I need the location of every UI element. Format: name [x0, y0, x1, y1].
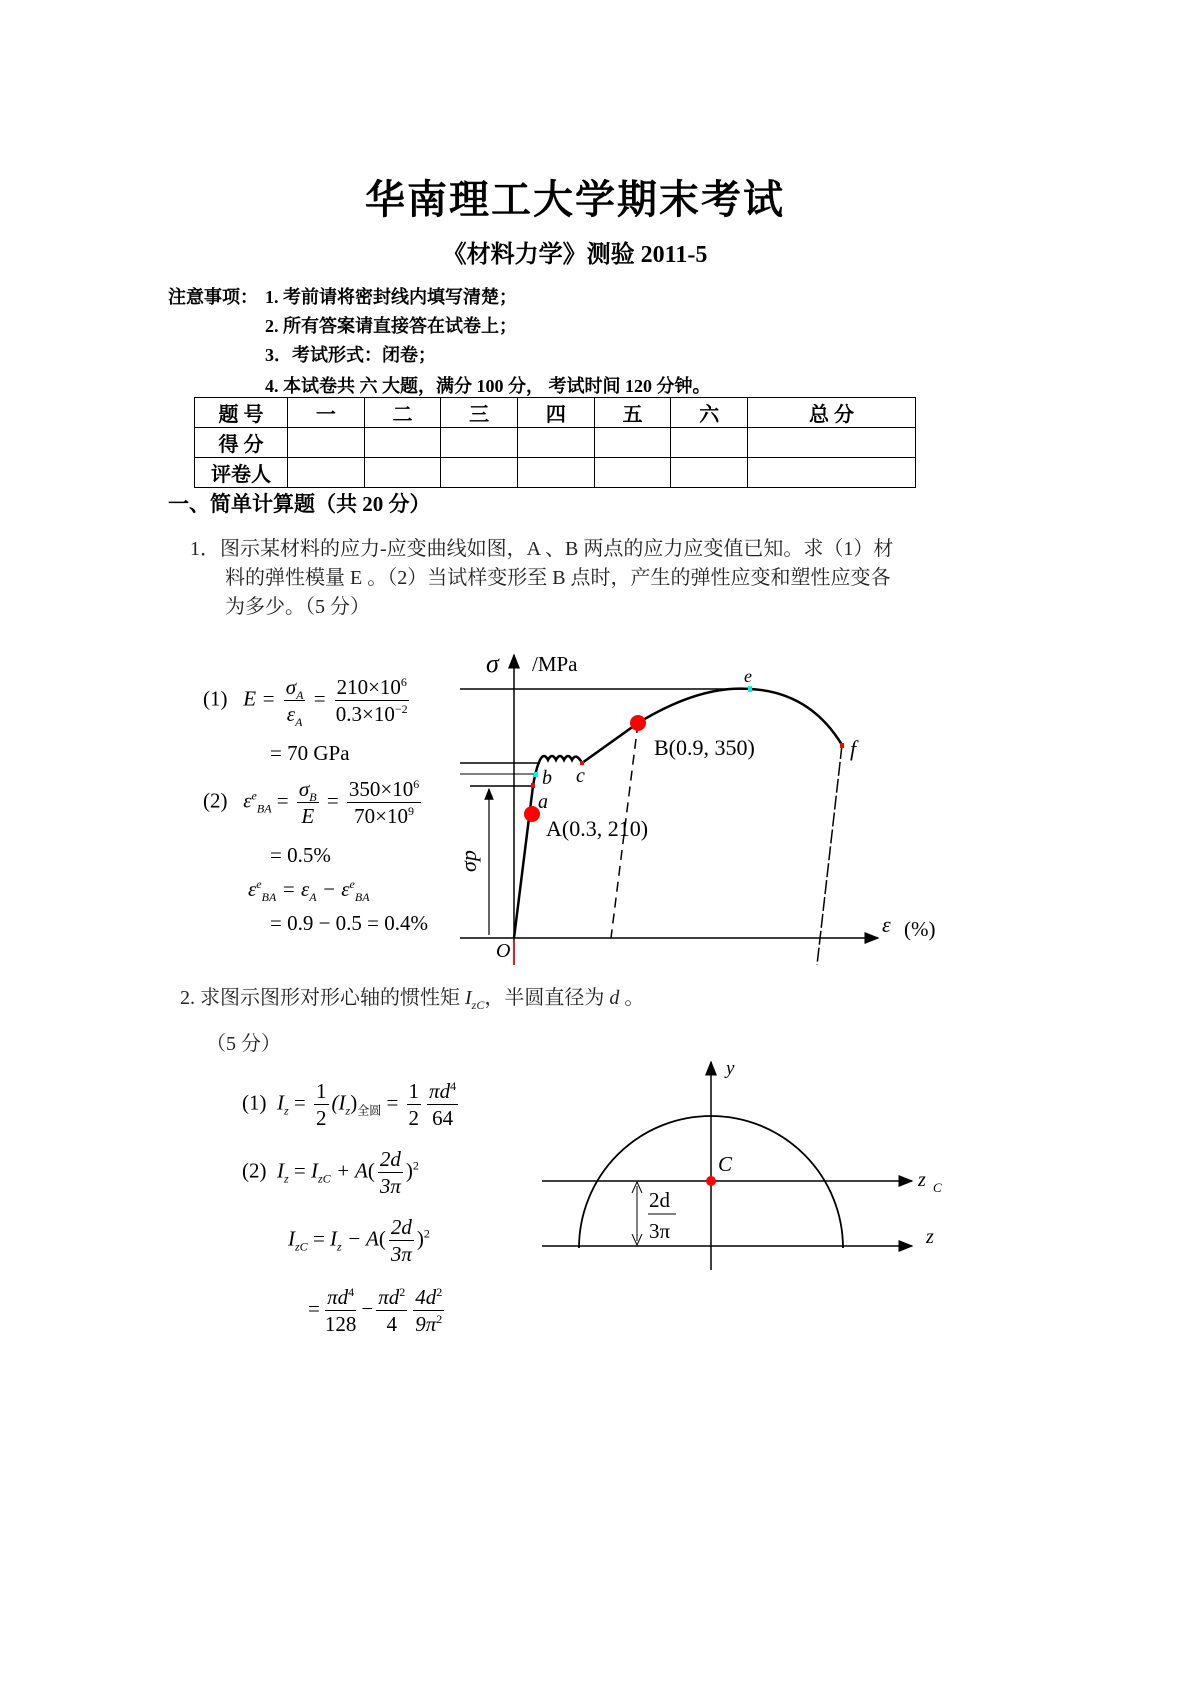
note-item: 3．考试形式：闭卷； [265, 345, 436, 365]
point-a-marker [531, 783, 535, 788]
header-cell: 四 [518, 398, 595, 428]
semicircle-diagram [542, 1058, 942, 1270]
point-B-label: B(0.9, 350) [654, 735, 755, 760]
z-label: z [926, 1226, 934, 1248]
point-b-marker [534, 772, 538, 777]
q2-solution-step-1: (1) $I_z$ = $\frac{1}{2}$ $(I_z)_{全圆}$ = $\frac{1}{2}$ $\frac{\pi d^4}{64}$ [242, 1079, 457, 1130]
solution-step-3: $\varepsilon^e_{BA} = \varepsilon_A - \varepsilon^e_{BA}$ [248, 877, 370, 905]
header-cell: 题 号 [195, 398, 288, 428]
q2-solution-step-2: (2) $I_z = I_{zC} + A$( $\frac{2d}{3\pi}$ )$^2$ [242, 1147, 419, 1198]
section-heading: 一、简单计算题（共 20 分） [168, 492, 431, 516]
solution-step-1: (1) E = $\frac{\sigma_A}{\varepsilon_A}$ = $\frac{210\times 10^6}{0.3\times 10^{-2}}$ [203, 675, 408, 730]
centroid-point [706, 1176, 716, 1186]
header-cell: 二 [364, 398, 441, 428]
epsilon-label: ε [882, 912, 891, 937]
q2-points: （5 分） [206, 1033, 281, 1055]
stress-strain-curve [514, 689, 842, 938]
note-item: 2. 所有答案请直接答在试卷上； [265, 316, 517, 336]
q1-text-line: 1．图示某材料的应力-应变曲线如图，A 、B 两点的应力应变值已知。求（1）材 [190, 538, 894, 560]
y-label: y [726, 1058, 735, 1079]
row-label: 评卷人 [195, 458, 288, 488]
header-cell: 一 [288, 398, 365, 428]
point-A-label: A(0.3, 210) [546, 816, 649, 841]
label-c: c [576, 765, 585, 787]
epsilon-unit-label: (%) [904, 917, 936, 941]
zc-sub-label: C [933, 1180, 942, 1195]
note-item: 1. 考前请将密封线内填写清楚； [265, 287, 517, 307]
notes-label: 注意事项： [168, 287, 258, 307]
q2-text: 2. 求图示图形对形心轴的惯性矩 $I_{zC}$，半圆直径为 d 。 [180, 987, 645, 1012]
q2-solution-step-4: = $\frac{\pi d^4}{128}$ − $\frac{\pi d^2}{4}$ $\frac{4d^2}{9\pi^2}$ [308, 1285, 443, 1336]
solution-result-2: = 0.5% [270, 843, 331, 867]
sigma-p-label: σp [456, 850, 481, 872]
dim-numerator: 2d [649, 1188, 670, 1212]
point-B [630, 715, 646, 731]
zc-label: z [918, 1169, 926, 1191]
exam-subtitle: 《材料力学》测验 2011-5 [442, 242, 708, 268]
q2-solution-step-3: $I_{zC} = I_z - A$( $\frac{2d}{3\pi}$ )$^2$ [288, 1215, 430, 1266]
centroid-label: C [718, 1152, 733, 1176]
label-f: f [850, 736, 857, 761]
solution-step-2: (2) $\varepsilon^e_{BA}$ = $\frac{\sigma_B}{E}$ = $\frac{350\times 10^6}{70\times 10^9}$ [203, 777, 420, 828]
solution-result-3: = 0.9 − 0.5 = 0.4% [270, 911, 429, 935]
label-a: a [538, 791, 548, 813]
exam-title: 华南理工大学期末考试 [365, 177, 785, 222]
point-e-marker [748, 686, 752, 692]
label-e: e [744, 666, 752, 686]
unit-label: /MPa [532, 652, 578, 676]
q1-text-line: 料的弹性模量 E 。（2）当试样变形至 B 点时，产生的弹性应变和塑性应变各 [225, 567, 891, 589]
label-b: b [542, 767, 552, 789]
dim-denominator: 3π [649, 1219, 671, 1243]
note-item: 4. 本试卷共 六 大题，满分 100 分， 考试时间 120 分钟。 [265, 376, 711, 396]
q1-text-line: 为多少。（5 分） [225, 596, 370, 618]
origin-label: O [496, 940, 511, 962]
header-cell: 三 [441, 398, 518, 428]
header-cell: 五 [594, 398, 671, 428]
header-cell: 总 分 [748, 398, 916, 428]
sigma-label: σ [486, 649, 499, 678]
header-cell: 六 [671, 398, 748, 428]
unload-line-f [817, 745, 842, 965]
row-label: 得 分 [195, 428, 288, 458]
solution-result-1: = 70 GPa [270, 741, 350, 765]
point-f-marker [840, 743, 844, 748]
